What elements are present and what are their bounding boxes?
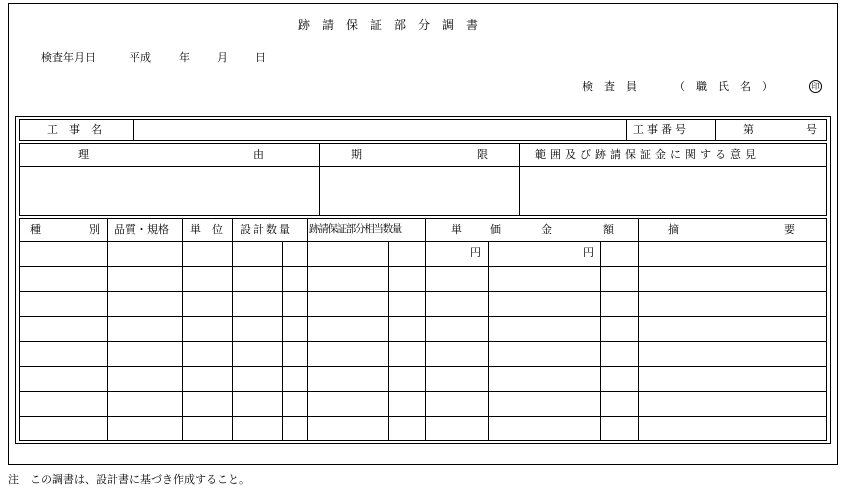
col-amount-2: 額: [603, 223, 614, 236]
unit-price-currency: 円: [470, 246, 481, 259]
footnote: 注 この調書は、設計書に基づき作成すること。: [8, 473, 250, 486]
rule: [626, 119, 627, 141]
rule: [19, 166, 827, 167]
rule: [19, 440, 827, 441]
col-unit-price-1: 単: [451, 223, 462, 236]
col-unit: 単 位: [190, 223, 223, 236]
inspector-label: 検 査 員: [582, 80, 637, 93]
period-label-2: 限: [477, 148, 488, 161]
project-number-label: 工事番号: [633, 123, 689, 136]
col-type-2: 別: [89, 223, 100, 236]
inspector-name-placeholder: （ 職 氏 名 ）: [674, 80, 773, 93]
rule: [19, 291, 827, 292]
number-prefix: 第: [743, 123, 754, 136]
amount-currency: 円: [583, 246, 594, 259]
rule: [19, 215, 827, 216]
rule: [19, 316, 827, 317]
col-remarks-2: 要: [784, 223, 795, 236]
col-amount-1: 金: [541, 223, 552, 236]
rule: [232, 218, 233, 441]
rule: [19, 241, 827, 242]
rule: [715, 119, 716, 141]
rule: [826, 143, 827, 216]
rule: [19, 266, 827, 267]
col-type-1: 種: [30, 223, 41, 236]
rule: [19, 119, 827, 120]
form-title: 跡請保証部分調書: [298, 18, 491, 32]
col-unit-price-2: 価: [490, 223, 501, 236]
inspection-date-label: 検査年月日: [41, 51, 96, 64]
rule: [19, 366, 827, 367]
rule: [19, 119, 20, 141]
rule: [19, 218, 20, 441]
rule: [319, 143, 320, 216]
number-suffix: 号: [806, 123, 817, 136]
rule: [425, 218, 426, 441]
col-remarks-1: 摘: [668, 223, 679, 236]
rule: [19, 143, 20, 216]
era-label: 平成: [129, 51, 151, 64]
reason-label-2: 由: [253, 148, 264, 161]
col-design-qty: 設計数量: [240, 223, 292, 236]
rule: [519, 143, 520, 216]
rule: [107, 218, 108, 441]
rule: [19, 143, 827, 144]
opinion-label: 範囲及び跡請保証金に関する意見: [535, 148, 760, 161]
rule: [19, 218, 827, 219]
rule: [488, 241, 489, 441]
rule: [826, 119, 827, 141]
col-quality: 品質・規格: [114, 223, 169, 236]
rule: [19, 140, 827, 141]
rule: [307, 218, 308, 441]
rule: [826, 218, 827, 441]
month-unit: 月: [217, 51, 228, 64]
year-unit: 年: [179, 51, 190, 64]
reason-label-1: 理: [78, 148, 89, 161]
period-label-1: 期: [351, 148, 362, 161]
rule: [19, 391, 827, 392]
rule: [19, 341, 827, 342]
day-unit: 日: [255, 51, 266, 64]
rule: [182, 218, 183, 441]
rule: [638, 218, 639, 441]
rule: [600, 241, 601, 441]
col-warranty-qty: 跡請保証部分相当数量: [309, 223, 401, 235]
rule: [388, 241, 389, 441]
rule: [133, 119, 134, 141]
rule: [282, 241, 283, 441]
project-name-label: 工 事 名: [47, 123, 102, 136]
rule: [19, 416, 827, 417]
seal-mark: 印: [809, 80, 822, 93]
